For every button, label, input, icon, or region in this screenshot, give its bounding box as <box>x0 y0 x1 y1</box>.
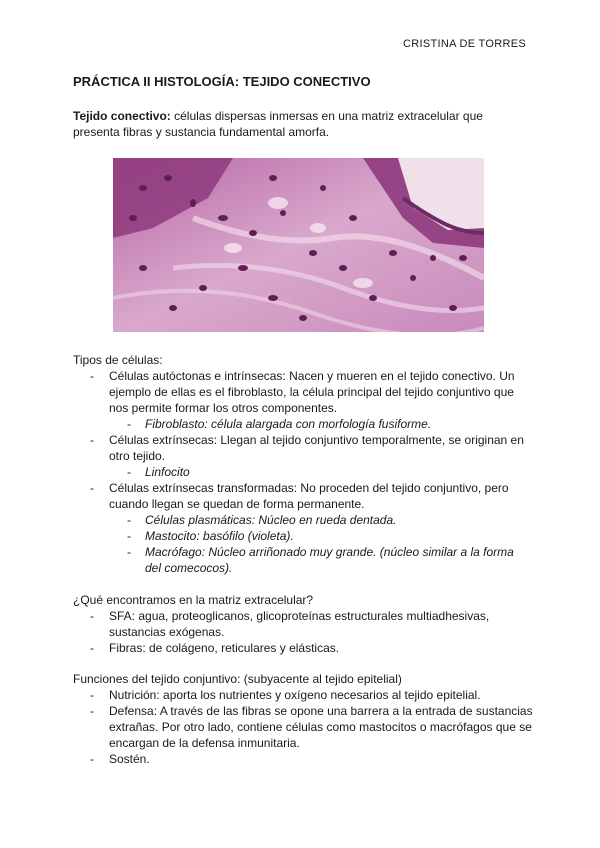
cell-types-heading: Tipos de células: <box>73 353 163 367</box>
list-subitem: - Linfocito <box>73 464 533 480</box>
matrix-section <box>73 592 533 656</box>
matrix-heading: ¿Qué encontramos en la matriz extracelular? <box>73 593 314 607</box>
list-subitem: - Células plasmáticas: Núcleo en rueda dentada. <box>73 512 533 528</box>
page-title: PRÁCTICA II HISTOLOGÍA: TEJIDO CONECTIVO <box>73 74 371 89</box>
list-item: - Células autóctonas e intrínsecas: Nacen y mueren en el tejido conectivo. Un ejemplo de ellas es el fibroblasto, la célula principal del tejido conjuntivo que nos permite formar los otros componentes. <box>73 368 533 416</box>
list-item: - SFA: agua, proteoglicanos, glicoproteínas estructurales multiadhesivas, sustancias exógenas. <box>73 608 533 640</box>
cell-types-section <box>73 352 533 576</box>
list-item: - Fibras: de colágeno, reticulares y elásticas. <box>73 640 533 656</box>
intro-paragraph <box>73 108 518 140</box>
list-item: - Células extrínsecas: Llegan al tejido conjuntivo temporalmente, se originan en otro tejido. <box>73 432 533 464</box>
functions-section <box>73 671 533 767</box>
list-subitem: - Fibroblasto: célula alargada con morfología fusiforme. <box>73 416 533 432</box>
intro-definition: células dispersas inmersas en una matriz extracelular que presenta fibras y sustancia fundamental amorfa. <box>73 109 483 139</box>
list-item: - Defensa: A través de las fibras se opone una barrera a la entrada de sustancias extrañas. Por otro lado, contiene células como mastocitos o macrófagos que se encargan de la defensa inmunitaria. <box>73 703 533 751</box>
intro-term: Tejido conectivo: <box>73 109 171 123</box>
list-subitem: - Mastocito: basófilo (violeta). <box>73 528 533 544</box>
list-subitem: - Macrófago: Núcleo arriñonado muy grande. (núcleo similar a la forma del comecocos). <box>73 544 533 576</box>
list-item: - Nutrición: aporta los nutrientes y oxígeno necesarios al tejido epitelial. <box>73 687 533 703</box>
functions-heading: Funciones del tejido conjuntivo: (subyacente al tejido epitelial) <box>73 672 402 686</box>
histology-micrograph <box>113 158 484 332</box>
list-item: - Sostén. <box>73 751 533 767</box>
list-item: - Células extrínsecas transformadas: No proceden del tejido conjuntivo, pero cuando llegan se quedan de forma permanente. <box>73 480 533 512</box>
author-name: CRISTINA DE TORRES <box>403 38 526 50</box>
